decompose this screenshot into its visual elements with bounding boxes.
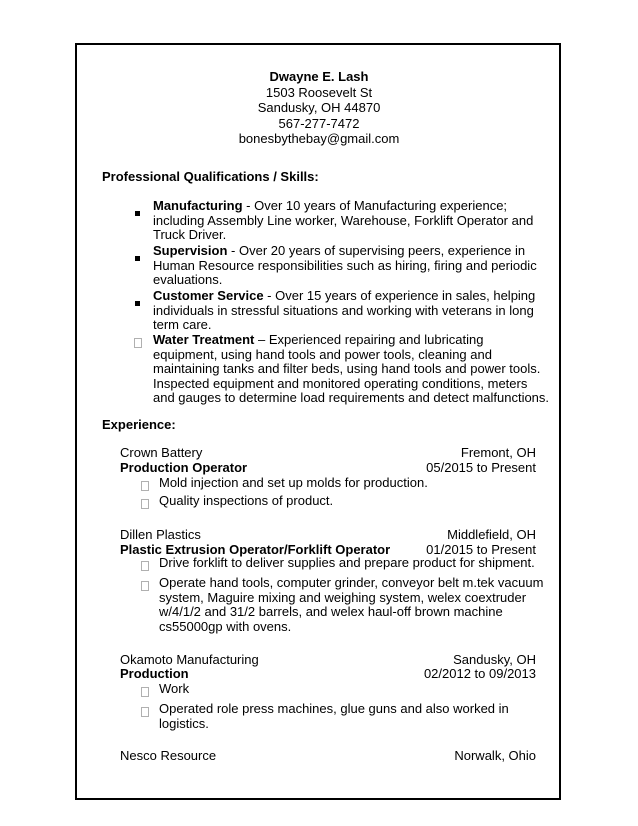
job-duty: Quality inspections of product.: [159, 493, 334, 508]
city-state-zip: Sandusky, OH 44870: [257, 100, 381, 115]
experience-heading: Experience:: [102, 417, 176, 432]
hollow-bullet-icon: [141, 705, 149, 720]
hollow-bullet-icon: [141, 579, 149, 594]
qualification-title: Supervision: [153, 243, 228, 258]
hollow-bullet-icon: [134, 336, 142, 351]
job-duty: Operate hand tools, computer grinder, conveyor belt m.tek vacuum system, Maguire mixing and weighing system, welex coextruder w/4/1/2 and 31/2 barrels, and welex haul-off brown machine cs55000gp with ovens.: [159, 575, 544, 634]
phone-number: 567-277-7472: [278, 115, 360, 131]
job-company: Crown Battery: [120, 445, 203, 460]
square-bullet-icon: [135, 249, 140, 264]
job-location: Middlefield, OH: [447, 527, 536, 542]
job-title: Plastic Extrusion Operator/Forklift Operator: [120, 542, 391, 557]
job-dates: 05/2015 to Present: [426, 460, 536, 475]
street-address: 1503 Roosevelt St: [265, 84, 373, 100]
job-duty: Mold injection and set up molds for production.: [159, 475, 428, 490]
hollow-bullet-icon: [141, 685, 149, 700]
hollow-bullet-icon: [141, 497, 149, 512]
hollow-bullet-icon: [141, 559, 149, 574]
square-bullet-icon: [135, 204, 140, 219]
job-location: Norwalk, Ohio: [454, 748, 536, 763]
qualifications-heading: Professional Qualifications / Skills:: [102, 169, 319, 184]
contact-header: [0, 69, 638, 147]
job-location: Sandusky, OH: [453, 652, 536, 667]
qualification-water-treatment: Water Treatment – Experienced repairing and lubricating equipment, using hand tools and power tools, cleaning and maintaining tanks and filter beds, using hand tools and power tools. Inspected equipment and monitored operating conditions, meters and gauges to determine load requirements and detect malfunctions.: [153, 332, 550, 405]
job-company: Okamoto Manufacturing: [120, 652, 259, 667]
email-address: bonesbythebay@gmail.com: [238, 131, 400, 146]
candidate-name: Dwayne E. Lash: [269, 69, 369, 84]
hollow-bullet-icon: [141, 479, 149, 494]
qualification-title: Manufacturing: [153, 198, 243, 213]
square-bullet-icon: [135, 294, 140, 309]
job-title: Production Operator: [120, 460, 248, 475]
job-dates: 02/2012 to 09/2013: [423, 666, 536, 681]
qualification-title: Customer Service: [153, 288, 264, 303]
job-company: Dillen Plastics: [120, 527, 201, 542]
qualification-customer-service: Customer Service - Over 15 years of experience in sales, helping individuals in stressful situations and working with veterans in long term care.: [153, 288, 536, 332]
job-title: Production: [120, 666, 189, 681]
job-duty: Operated role press machines, glue guns and also worked in logistics.: [159, 701, 509, 731]
job-dates: 01/2015 to Present: [426, 542, 536, 557]
qualification-supervision: Supervision - Over 20 years of supervising peers, experience in Human Resource responsibilities such as hiring, firing and periodic evaluations.: [153, 243, 537, 287]
job-company: Nesco Resource: [120, 748, 217, 763]
qualification-title: Water Treatment: [153, 332, 255, 347]
qualification-manufacturing: Manufacturing - Over 10 years of Manufacturing experience; including Assembly Line worker, Warehouse, Forklift Operator and Truck Driver.: [153, 198, 534, 242]
job-location: Fremont, OH: [460, 445, 536, 460]
job-duty: Drive forklift to deliver supplies and prepare product for shipment.: [159, 555, 535, 570]
job-duty: Work: [159, 681, 190, 696]
